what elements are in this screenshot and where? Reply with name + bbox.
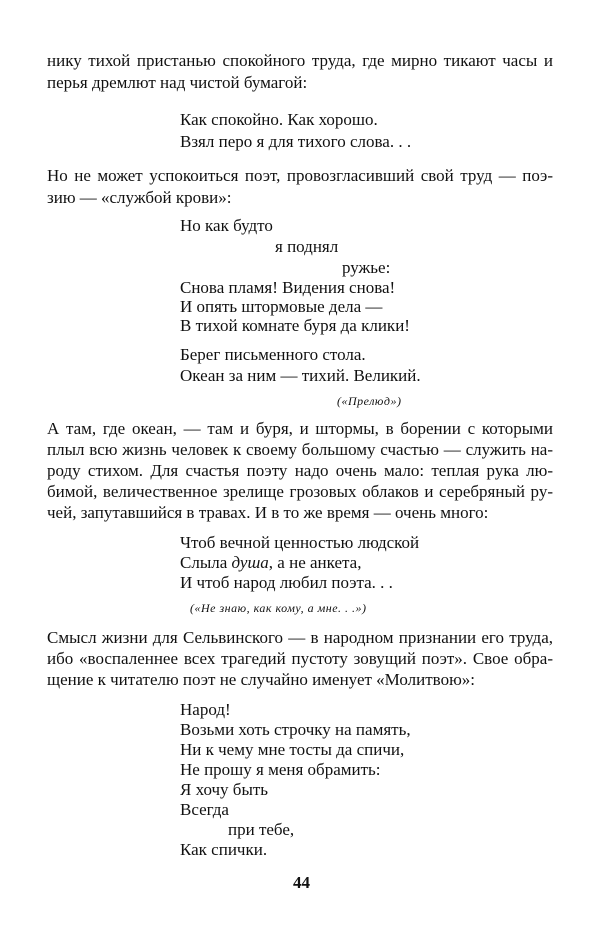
paragraph-4-line-3: щение к читателю поэт не случайно именует «Молитвою»: — [47, 670, 475, 689]
poem-4-line-5: Я хочу быть — [180, 780, 269, 799]
paragraph-2-line-1: Но не может успокоиться поэт, провозгласивший свой труд — поэ- — [47, 166, 553, 185]
poem-2-line-3: ружье: — [342, 258, 391, 277]
poem-4-line-7: при тебе, — [228, 820, 295, 839]
poem-2-line-8: Океан за ним — тихий. Великий. — [180, 366, 421, 385]
poem-4-line-3: Ни к чему мне тосты да спичи, — [180, 740, 405, 759]
poem-3-source: («Не знаю, как кому, а мне. . .») — [190, 601, 367, 615]
paragraph-4-line-1: Смысл жизни для Сельвинского — в народном признании его труда, — [47, 628, 553, 647]
poem-2-line-6: В тихой комнате буря да клики! — [180, 316, 410, 335]
poem-2-line-7: Берег письменного стола. — [180, 345, 366, 364]
poem-2-line-5: И опять штормовые дела — — [180, 297, 383, 316]
paragraph-4-line-2: ибо «воспаленнее всех трагедий пустоту зовущий поэт». Свое обра- — [47, 649, 553, 668]
poem-3-line-2-start: Слыла — [180, 553, 232, 572]
poem-3-line-1: Чтоб вечной ценностью людской — [180, 533, 420, 552]
poem-2-line-1: Но как будто — [180, 216, 273, 235]
poem-2-source: («Прелюд») — [337, 394, 402, 408]
paragraph-3-line-4: бимой, величественное зрелище грозовых облаков и серебряный ру- — [47, 482, 553, 501]
poem-3-line-2 — [180, 553, 361, 573]
poem-3-line-3: И чтоб народ любил поэта. . . — [180, 573, 393, 592]
paragraph-3-line-5: чей, запутавшийся в травах. И в то же время — очень много: — [47, 503, 489, 522]
poem-2-line-4: Снова пламя! Видения снова! — [180, 278, 396, 297]
paragraph-1-line-2: перья дремлют над чистой бумагой: — [47, 73, 308, 92]
paragraph-3-line-3: роду стихом. Для счастья поэту надо очень мало: теплая рука лю- — [47, 461, 553, 480]
poem-4-line-1: Народ! — [180, 700, 231, 719]
poem-4-line-4: Не прошу я меня обрамить: — [180, 760, 381, 779]
poem-4-line-2: Возьми хоть строчку на память, — [180, 720, 411, 739]
paragraph-1-line-1: нику тихой пристанью спокойного труда, где мирно тикают часы и — [47, 51, 553, 70]
paragraph-3-line-2: плыл всю жизнь человек к своему большому счастью — служить на- — [47, 440, 553, 459]
poem-3-line-2-end: , а не анкета, — [268, 553, 362, 572]
poem-2-line-2: я поднял — [275, 237, 339, 256]
poem-1-line-2: Взял перо я для тихого слова. . . — [180, 132, 412, 151]
emphasis-word: душа — [231, 553, 269, 572]
page-number: 44 — [293, 873, 310, 892]
poem-1-line-1: Как спокойно. Как хорошо. — [180, 110, 378, 129]
poem-4-line-8: Как спички. — [180, 840, 268, 859]
poem-4-line-6: Всегда — [180, 800, 229, 819]
paragraph-3-line-1: А там, где океан, — там и буря, и штормы, в борении с которыми — [47, 419, 553, 438]
paragraph-2-line-2: зию — «службой крови»: — [47, 188, 232, 207]
